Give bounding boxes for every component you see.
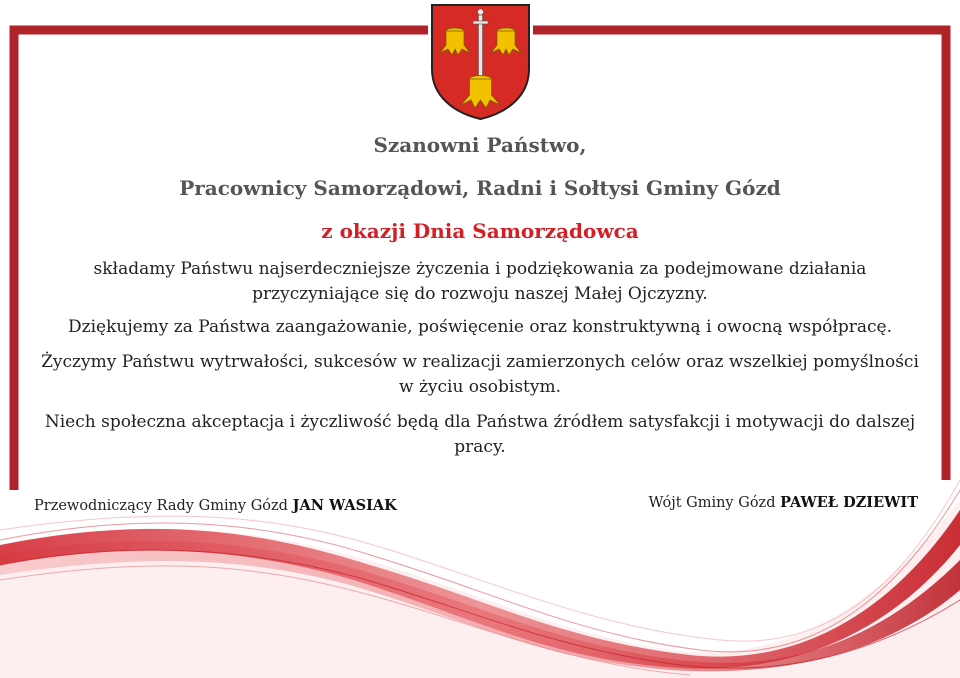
signature-chairman-title: Przewodniczący Rady Gminy Gózd: [34, 498, 288, 514]
signature-chairman: [34, 497, 397, 514]
closing-paragraph: Niech społeczna akceptacja i życzliwość będą dla Państwa źródłem satysfakcji i motywacji do dalszej pracy.: [44, 412, 916, 457]
signature-mayor-name: PAWEŁ DZIEWIT: [780, 494, 918, 511]
thanks-paragraph: Dziękujemy za Państwa zaangażowanie, poświęcenie oraz konstruktywną i owocną współpracę.: [68, 317, 892, 337]
signature-chairman-name: JAN WASIAK: [292, 497, 397, 514]
wishes-personal-paragraph: Życzymy Państwu wytrwałości, sukcesów w realizacji zamierzonych celów oraz wszelkiej pomyślności w życiu osobistym.: [41, 352, 919, 397]
wishes-paragraph: składamy Państwu najserdeczniejsze życzenia i podziękowania za podejmowane działania przyczyniające się do rozwoju naszej Małej Ojczyzny.: [93, 259, 867, 304]
greeting-heading: Szanowni Państwo,: [373, 133, 587, 157]
occasion-heading: z okazji Dnia Samorządowca: [321, 219, 639, 243]
recipients-heading: Pracownicy Samorządowi, Radni i Sołtysi Gminy Gózd: [179, 176, 781, 200]
coat-of-arms-icon: [430, 3, 531, 121]
signature-mayor: [649, 494, 918, 511]
signature-mayor-title: Wójt Gminy Gózd: [648, 495, 776, 511]
